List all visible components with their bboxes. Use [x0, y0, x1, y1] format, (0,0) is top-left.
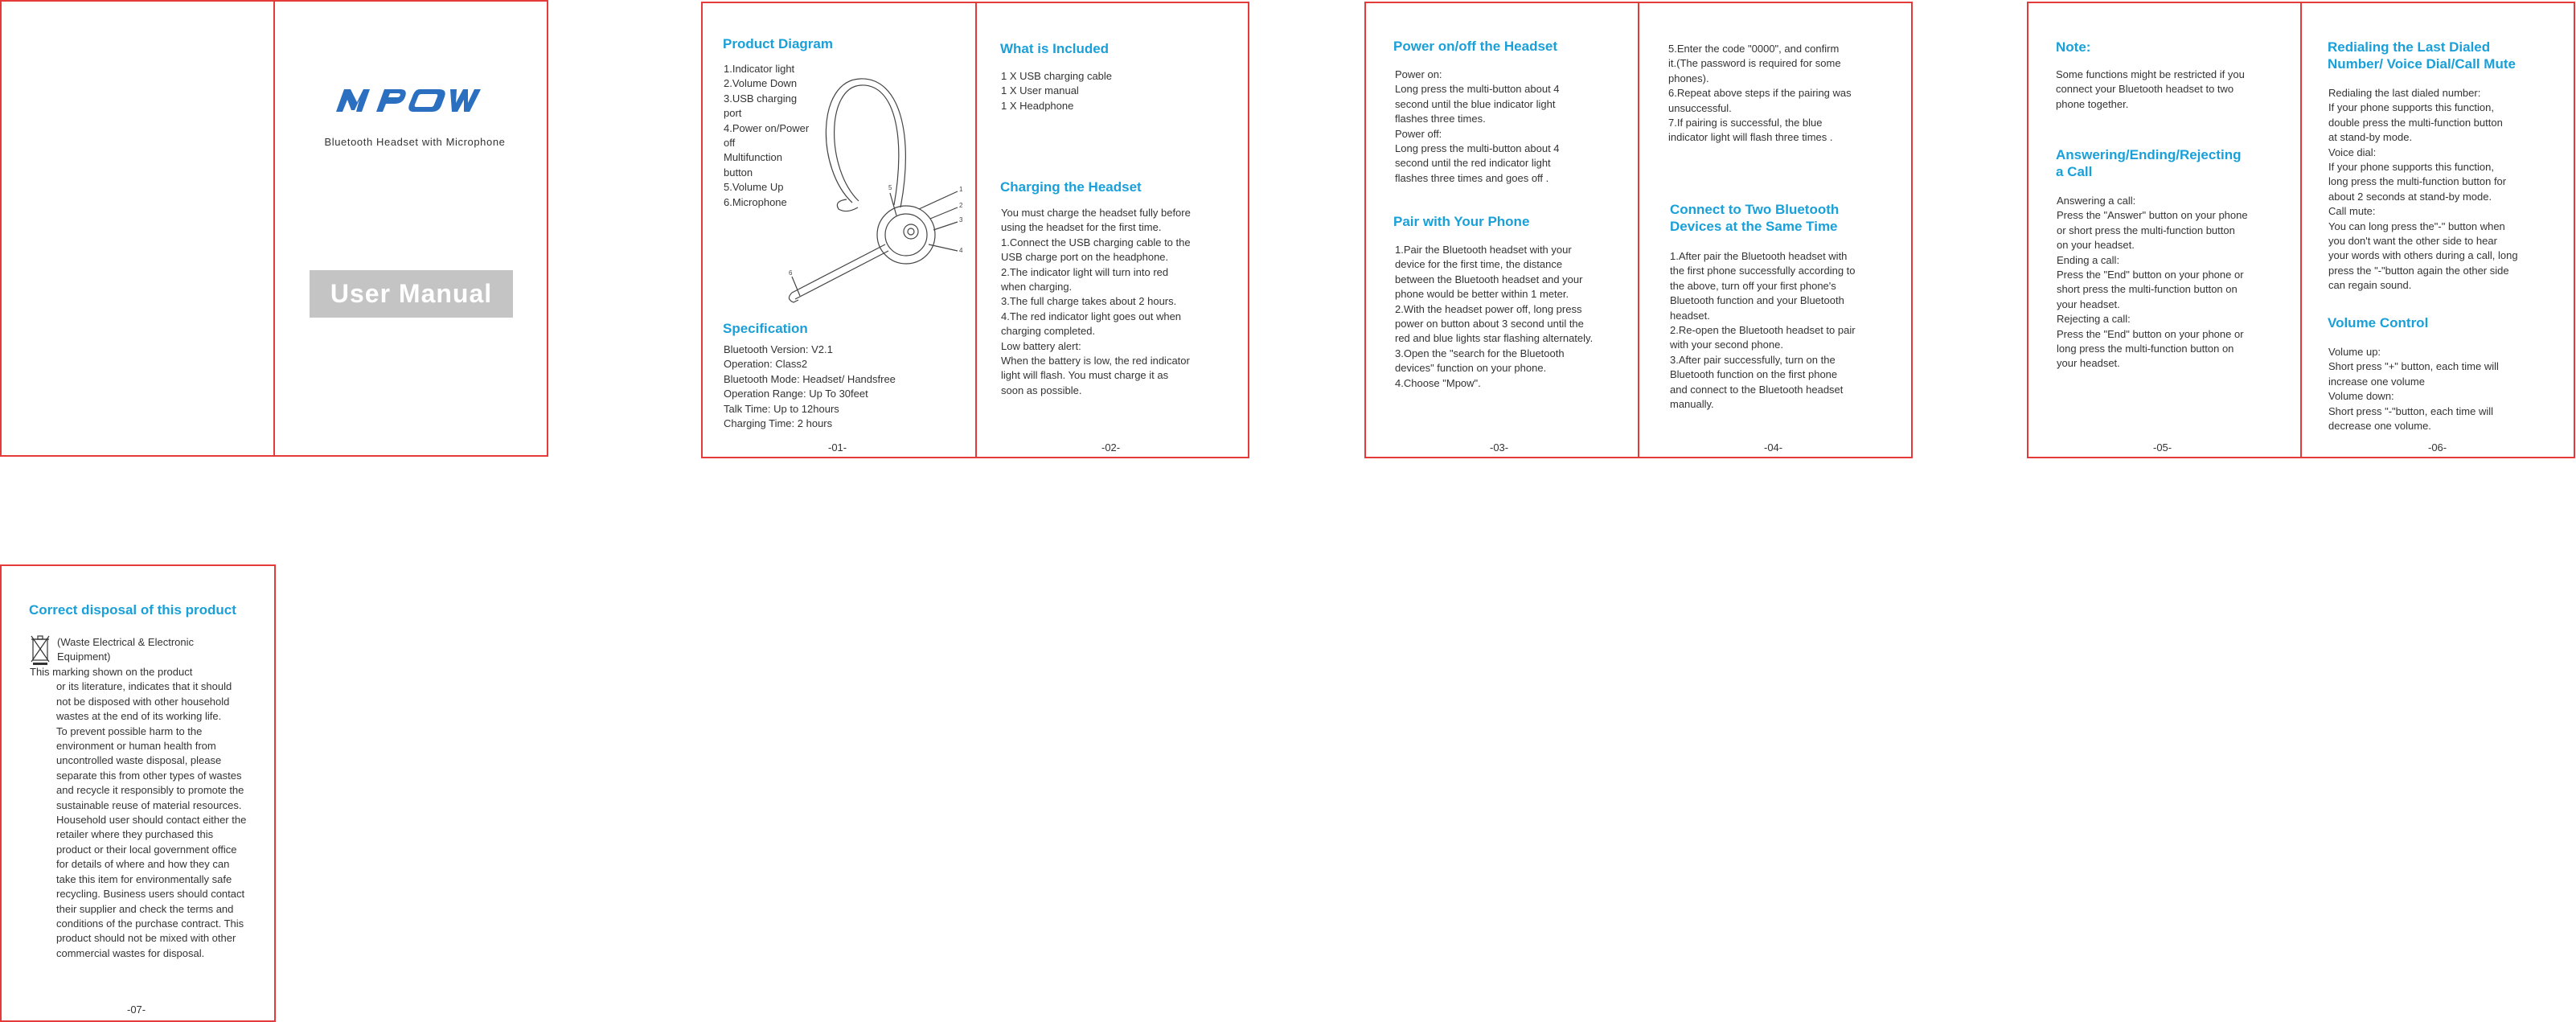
- answering-heading: Answering/Ending/Rejecting a Call: [2056, 147, 2242, 179]
- fold-05-06: [2300, 2, 2302, 458]
- specification-heading: Specification: [723, 321, 808, 336]
- connect-two-devices-heading: Connect to Two Bluetooth Devices at the Same Time: [1670, 202, 1840, 234]
- disposal-heading: Correct disposal of this product: [29, 602, 236, 618]
- cover-fold: [273, 0, 275, 457]
- charging-heading: Charging the Headset: [1000, 179, 1142, 195]
- connect-two-devices-text: 1.After pair the Bluetooth headset with the first phone successfully according to the above, turn off your first phone's Bluetooth function and your Bluetooth headset. 2.Re-open the Bluetooth headset to pair with your second phone. 3.After pair successfully, turn on the Bluetooth function on the first phone and connect to the Bluetooth headset manually.: [1670, 250, 1856, 411]
- redial-text: Redialing the last dialed number: If your phone supports this function, double press the multi-function button at stand-by mode. Voice dial: If your phone supports this function, long press the multi-function button for about 2 seconds at stand-by mode. Call mute: You can long press the"-" button when you don't want the other side to hear your words with others during a call, long press the "-"button again the other side can regain sound.: [2328, 87, 2518, 292]
- mpow-logo: [333, 86, 498, 118]
- volume-text: Volume up: Short press "+" button, each time will increase one volume Volume down: Short press "-"button, each time will decrease one volume.: [2328, 346, 2499, 433]
- page-number-03: -03-: [1490, 441, 1509, 454]
- callout-6: 6: [789, 269, 793, 277]
- included-items: 1 X USB charging cable 1 X User manual 1 X Headphone: [1001, 70, 1113, 112]
- fold-03-04: [1638, 2, 1639, 458]
- note-text: Some functions might be restricted if you connect your Bluetooth headset to two phone together.: [2056, 68, 2245, 110]
- user-manual-label: User Manual: [310, 270, 513, 318]
- answering-text: Answering a call: Press the "Answer" button on your phone or short press the multi-function button on your headset. Ending a call: Press the "End" button on your phone or short press the multi-function button on your headset. Rejecting a call: Press the "End" button on your phone or long press the multi-function button on your headset.: [2057, 195, 2248, 370]
- pair-continued-text: 5.Enter the code "0000", and confirm it.(The password is required for some phones). 6.Repeat above steps if the pairing was unsuccessful. 7.If pairing is successful, the blue indicator light will flash three times .: [1668, 43, 1852, 144]
- cover-subtitle: Bluetooth Headset with Microphone: [324, 136, 506, 148]
- what-is-included-heading: What is Included: [1000, 41, 1110, 56]
- redial-heading: Redialing the Last Dialed Number/ Voice Dial/Call Mute: [2328, 39, 2516, 72]
- note-heading: Note:: [2056, 39, 2091, 55]
- diagram-parts-list: 1.Indicator light 2.Volume Down 3.USB charging port 4.Power on/Power off Multifunction button 5.Volume Up 6.Microphone: [724, 63, 810, 208]
- power-heading: Power on/off the Headset: [1393, 39, 1558, 54]
- page-number-05: -05-: [2153, 441, 2172, 454]
- volume-heading: Volume Control: [2328, 315, 2429, 330]
- callout-5: 5: [888, 184, 892, 191]
- headset-diagram: [768, 72, 969, 314]
- charging-text: You must charge the headset fully before using the headset for the first time. 1.Connect the USB charging cable to the USB charge port on the headphone. 2.The indicator light will turn into red when charging. 3.The full charge takes about 2 hours. 4.The red indicator light goes out when charging completed. Low battery alert: When the battery is low, the red indicator light will flash. You must charge it as soon as possible.: [1001, 207, 1191, 396]
- specification-text: Bluetooth Version: V2.1 Operation: Class2 Bluetooth Mode: Headset/ Handsfree Operation Range: Up To 30feet Talk Time: Up to 12hours Charging Time: 2 hours: [724, 343, 896, 430]
- page-number-02: -02-: [1101, 441, 1121, 454]
- page-number-06: -06-: [2428, 441, 2447, 454]
- disposal-text: This marking shown on the product or its literature, indicates that it should not be disposed with other household wastes at the end of its working life. To prevent possible harm to the environment or human health from uncontrolled waste disposal, please separate this from other types of wastes and recycle it responsibly to promote the sustainable reuse of material resources. Household user should contact either the retailer where they purchased this product or their local government office for details of where and how they can take this item for environmentally safe recycling. Business users should contact their supplier and check the terms and conditions of the purchase contract. This product should not be mixed with other commercial wastes for disposal.: [30, 666, 247, 959]
- page-number-07: -07-: [127, 1004, 146, 1016]
- page-number-04: -04-: [1764, 441, 1783, 454]
- weee-bin-icon: [30, 634, 51, 667]
- pair-heading: Pair with Your Phone: [1393, 214, 1530, 229]
- callout-2: 2: [959, 202, 963, 209]
- callout-4: 4: [959, 247, 963, 254]
- product-diagram-heading: Product Diagram: [723, 36, 833, 51]
- power-text: Power on: Long press the multi-button about 4 second until the blue indicator light flashes three times. Power off: Long press the multi-button about 4 second until the red indicator light flashes three times and goes off .: [1395, 68, 1560, 184]
- callout-3: 3: [959, 216, 963, 224]
- fold-01-02: [975, 2, 977, 458]
- pair-text: 1.Pair the Bluetooth headset with your device for the first time, the distance between the Bluetooth headset and your phone would be better within 1 meter. 2.With the headset power off, long press power on button about 3 second until the red and blue lights star flashing alternately. 3.Open the "search for the Bluetooth devices" function on your phone. 4.Choose "Mpow".: [1395, 244, 1594, 389]
- weee-label: (Waste Electrical & Electronic Equipment): [57, 636, 195, 663]
- callout-1: 1: [959, 186, 963, 193]
- page-number-01: -01-: [828, 441, 847, 454]
